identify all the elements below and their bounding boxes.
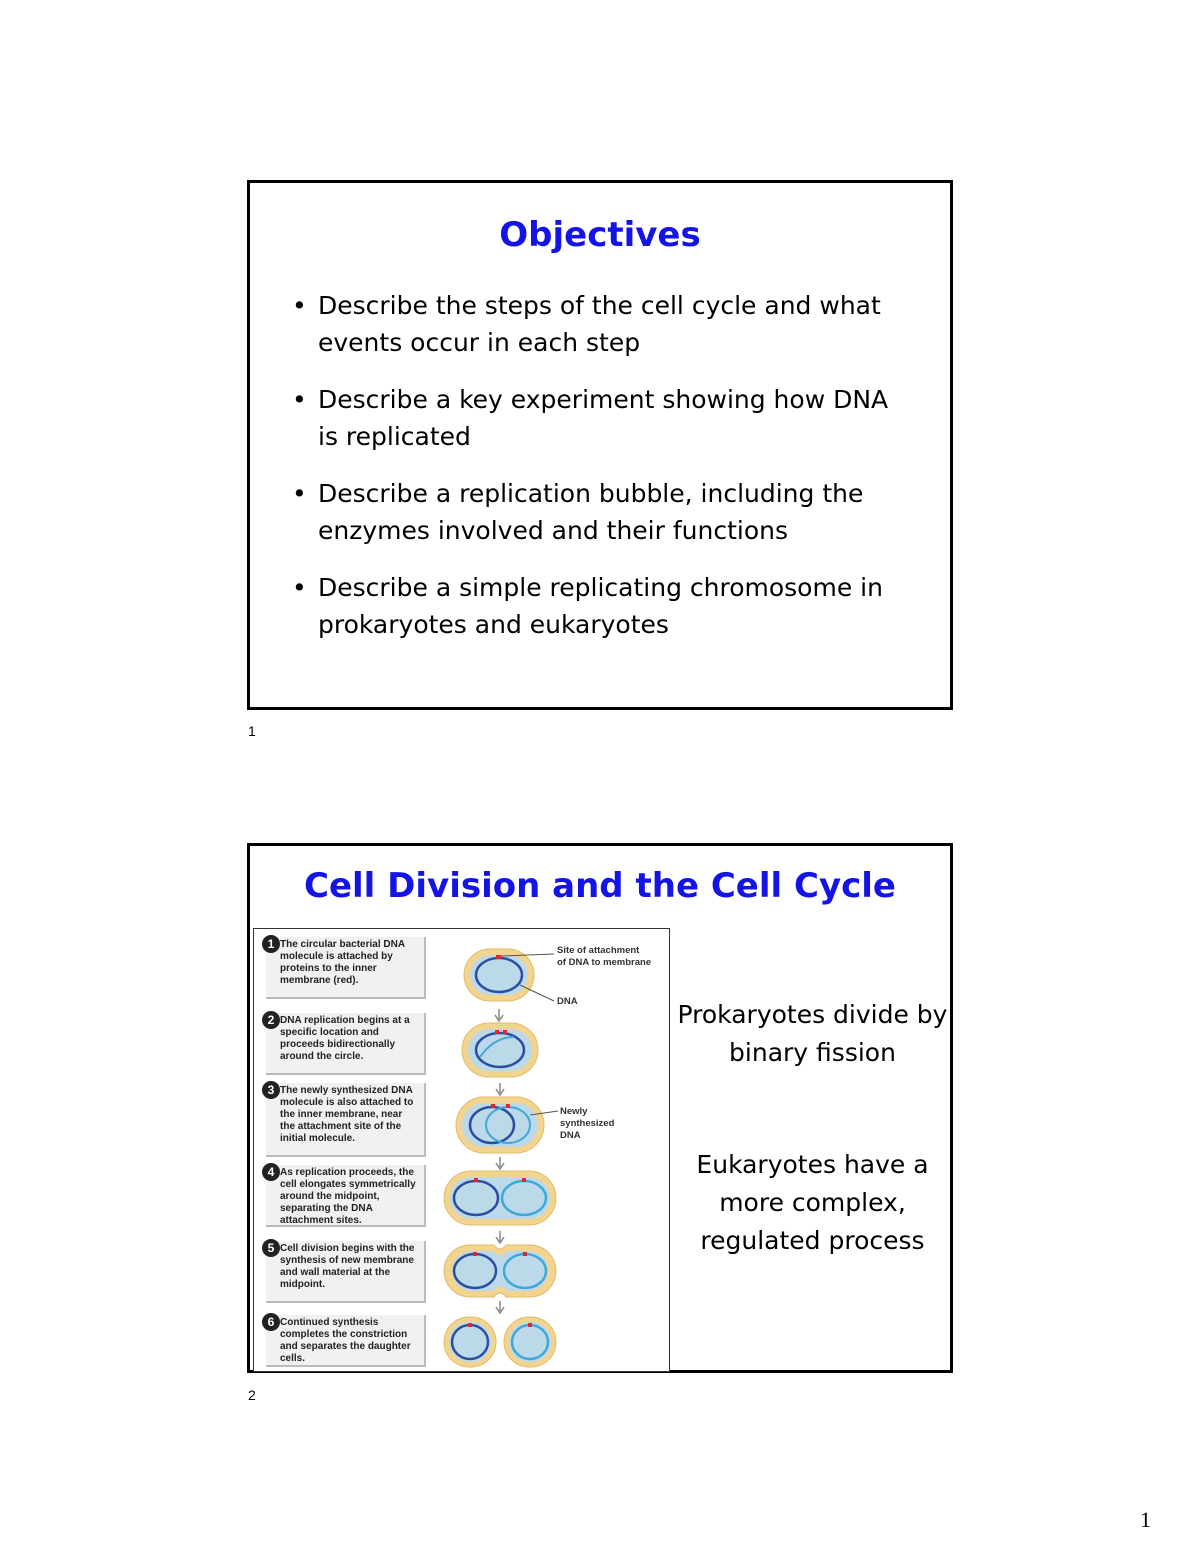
figure-step-6: [266, 1315, 426, 1367]
arrow-down-icon: [496, 1157, 504, 1169]
step-number: 6: [262, 1313, 280, 1331]
step-text: Cell division begins with the synthesis of new membrane and wall material at the midpoint.: [280, 1243, 415, 1290]
cell-stage-1: [464, 949, 534, 1001]
list-item: • Describe a simple replicating chromosome in prokaryotes and eukaryotes: [290, 569, 910, 643]
step-text: As replication proceeds, the cell elongates symmetrically around the midpoint, separating the DNA attachment sites.: [280, 1167, 416, 1226]
label-site-1: Site of attachment: [557, 945, 640, 956]
label-newly-1: Newly: [560, 1106, 588, 1117]
cell-diagram: [434, 929, 668, 1371]
figure-step-2: [266, 1013, 426, 1075]
cell-stage-5: [444, 1245, 556, 1297]
label-dna: DNA: [557, 996, 578, 1007]
prokaryotes-text: Prokaryotes divide by binary fission: [677, 1000, 948, 1067]
eukaryotes-text: Eukaryotes have a more complex, regulated process: [696, 1150, 929, 1255]
cell-stage-3: [456, 1097, 544, 1153]
slide-title: Cell Division and the Cell Cycle: [304, 866, 896, 906]
step-text: The circular bacterial DNA molecule is attached by proteins to the inner membrane (red).: [280, 939, 405, 986]
step-number: 3: [262, 1081, 280, 1099]
list-item: • Describe a key experiment showing how DNA is replicated: [290, 381, 910, 455]
arrow-down-icon: [496, 1301, 504, 1313]
step-number: 4: [262, 1163, 280, 1181]
list-item: • Describe a replication bubble, including the enzymes involved and their functions: [290, 475, 910, 549]
arrow-down-icon: [495, 1009, 503, 1021]
step-number: 5: [262, 1239, 280, 1257]
slide-cell-division: [247, 843, 953, 1373]
figure-step-3: [266, 1083, 426, 1157]
label-newly-2: synthesized: [560, 1118, 615, 1129]
label-newly-3: DNA: [560, 1130, 581, 1141]
figure-step-4: [266, 1165, 426, 1227]
page-number: 1: [1140, 1507, 1151, 1532]
objectives-list: [290, 287, 910, 663]
arrow-down-icon: [496, 1231, 504, 1243]
step-text: DNA replication begins at a specific location and proceeds bidirectionally around the circle.: [280, 1015, 410, 1062]
slide-number: 1: [248, 723, 256, 739]
cell-stage-4: [444, 1171, 556, 1225]
cell-stage-6: [444, 1317, 556, 1367]
cell-stage-2: [462, 1023, 538, 1077]
step-number: 1: [262, 935, 280, 953]
step-text: The newly synthesized DNA molecule is also attached to the inner membrane, near the attachment site of the initial molecule.: [280, 1085, 414, 1144]
slide-title: Objectives: [499, 215, 701, 255]
slide-objectives: [247, 180, 953, 710]
step-text: Continued synthesis completes the constriction and separates the daughter cells.: [280, 1317, 411, 1364]
binary-fission-figure: [253, 928, 670, 1372]
figure-step-5: [266, 1241, 426, 1303]
label-site-2: of DNA to membrane: [557, 957, 652, 968]
slide-number: 2: [248, 1387, 256, 1403]
arrow-down-icon: [496, 1083, 504, 1095]
step-number: 2: [262, 1011, 280, 1029]
list-item: • Describe the steps of the cell cycle and what events occur in each step: [290, 287, 910, 361]
figure-step-1: [266, 937, 426, 999]
